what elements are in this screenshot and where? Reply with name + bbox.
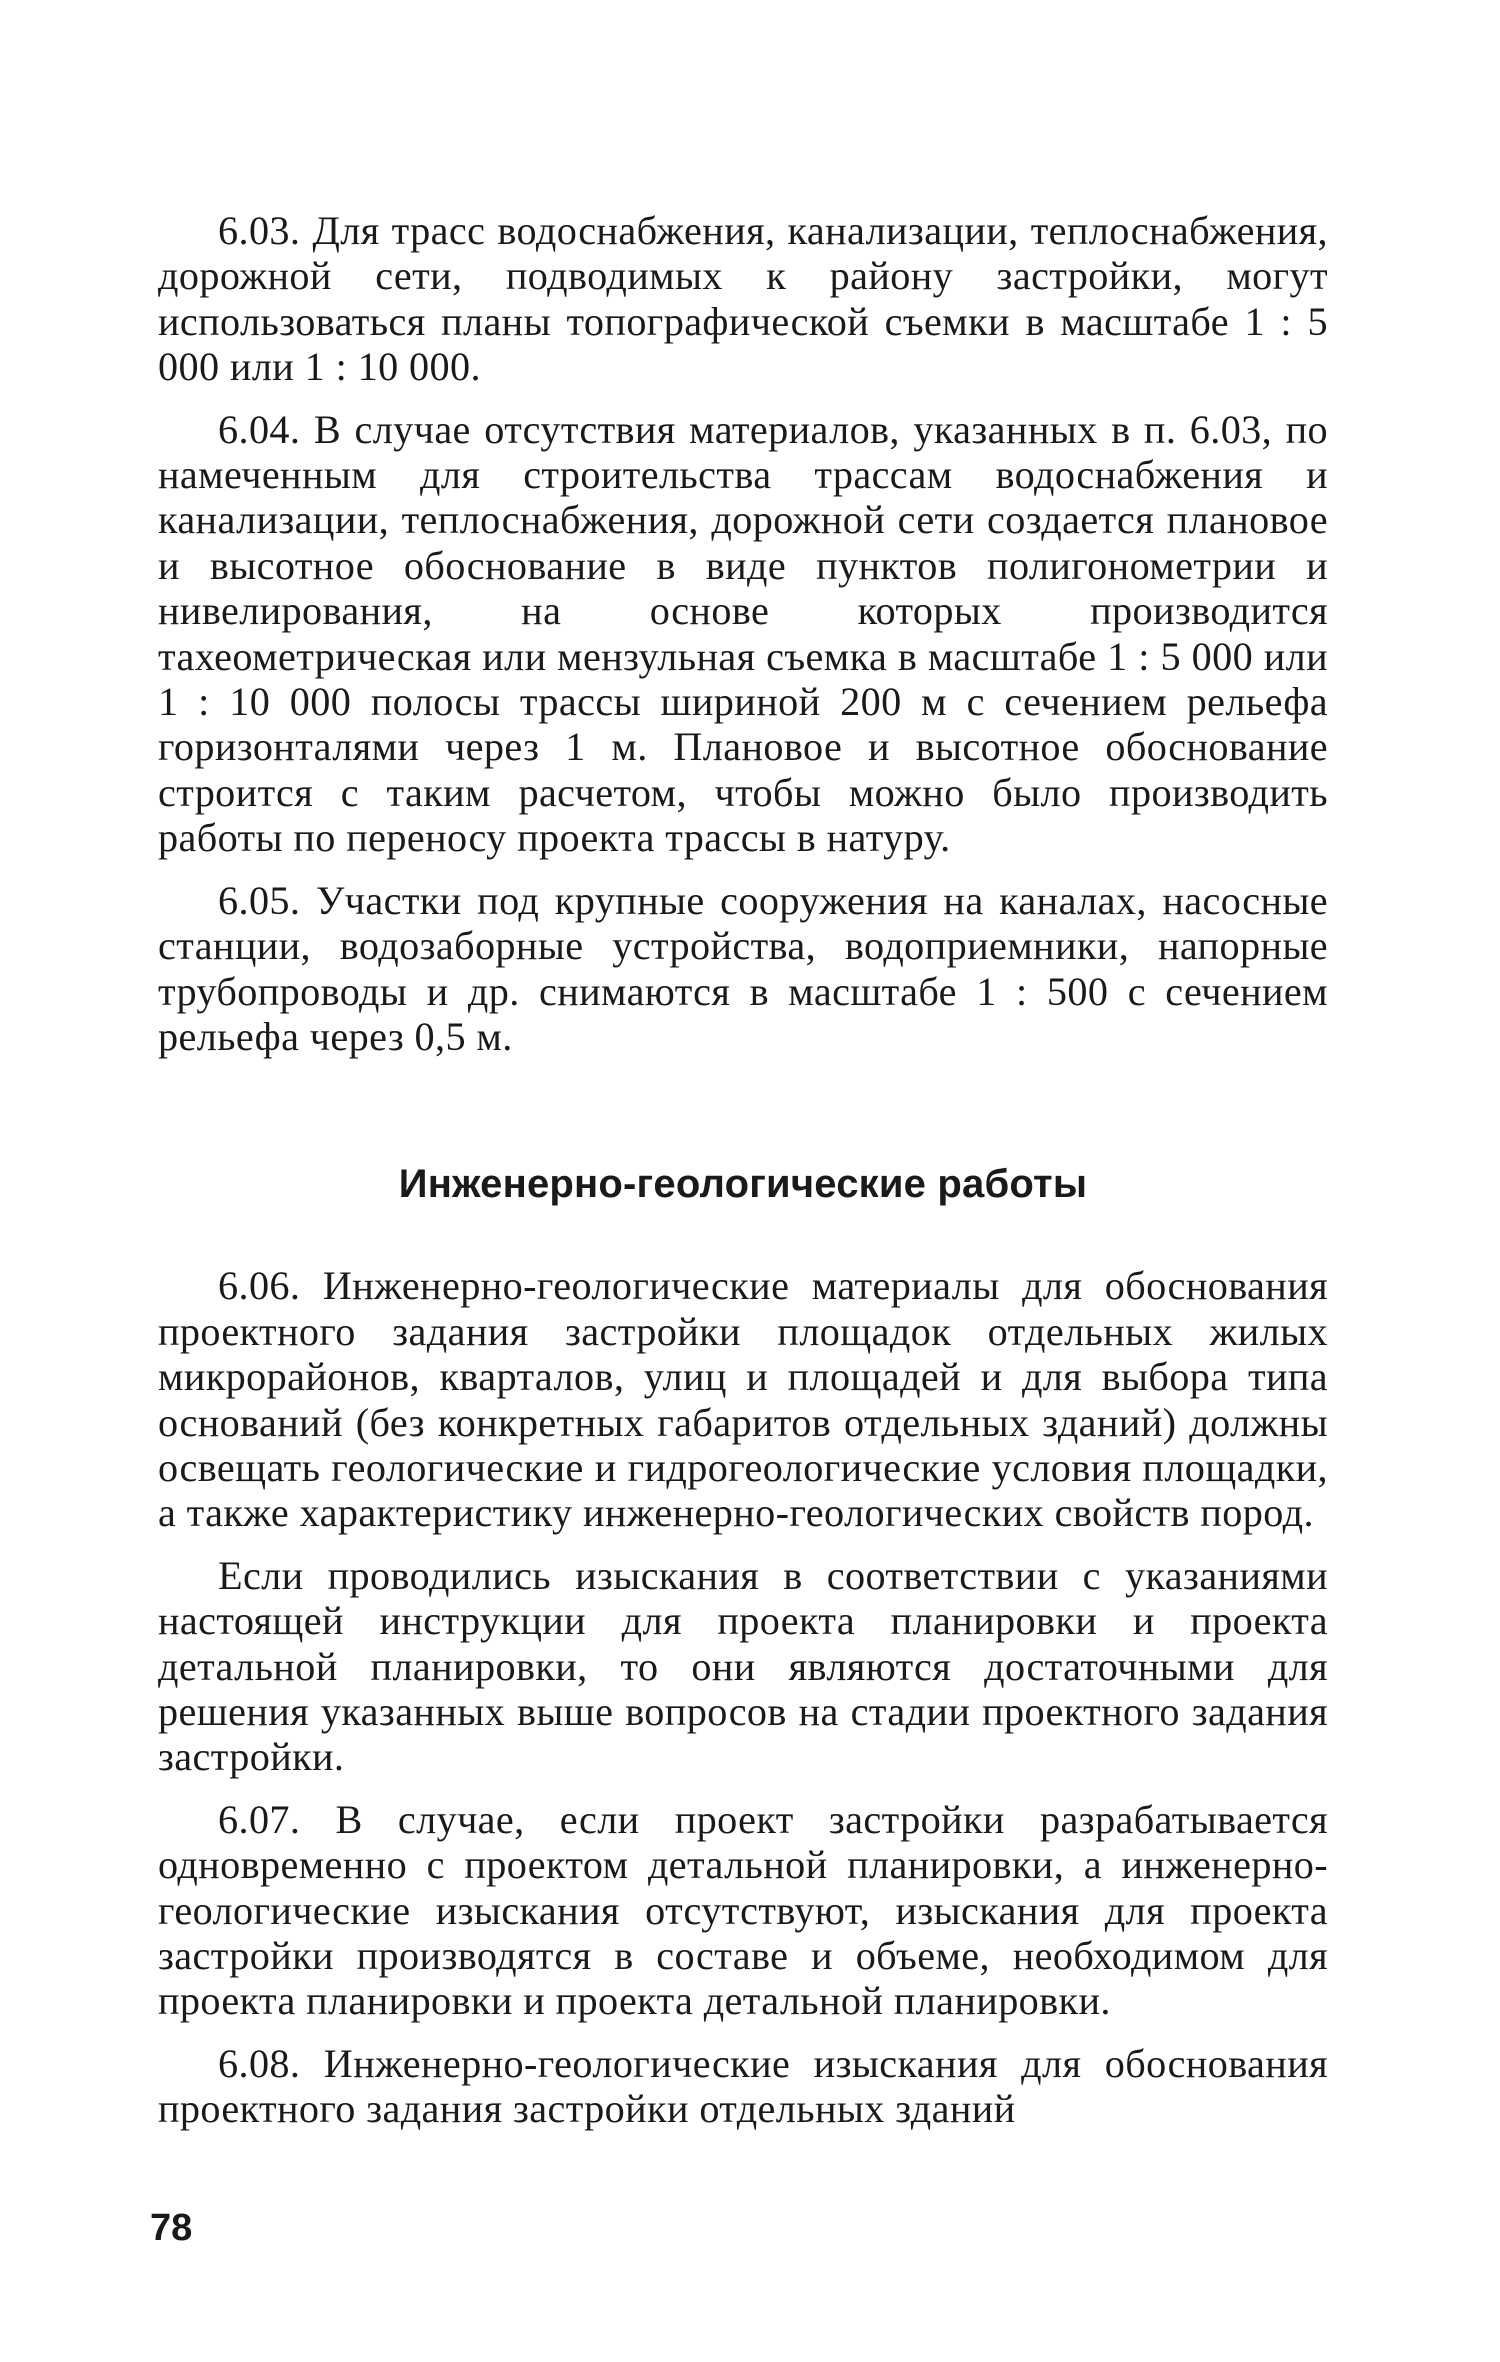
page-body bbox=[158, 208, 1328, 2149]
page-number: 78 bbox=[150, 2207, 193, 2249]
paragraph-6-04: 6.04. В случае отсутствия материалов, указанных в п. 6.03, по намеченным для строительства трассам водоснабжения и канализации, теплоснабжения, дорожной сети создается плановое и высотное обоснование в виде пунктов полигонометрии и нивелирования, на основе которых производится тахеометрическая или мензульная съемка в масштабе 1 : 5 000 или 1 : 10 000 полосы трассы шириной 200 м с сечением рельефа горизонталями через 1 м. Плановое и высотное обоснование строится с таким расчетом, чтобы можно было производить работы по переносу проекта трассы в натуру. bbox=[158, 406, 1328, 861]
section-heading: Инженерно-геологические работы bbox=[398, 1162, 1088, 1207]
paragraph-6-03: 6.03. Для трасс водоснабжения, канализации, теплоснабжения, дорожной сети, подводимых к району застройки, могут использоваться планы топографической съемки в масштабе 1 : 5 000 или 1 : 10 000. bbox=[158, 208, 1328, 390]
paragraph-6-05: 6.05. Участки под крупные сооружения на каналах, насосные станции, водозаборные устройства, водоприемники, напорные трубопроводы и др. снимаются в масштабе 1 : 500 с сечением рельефа через 0,5 м. bbox=[158, 877, 1328, 1059]
paragraph-6-06: 6.06. Инженерно-геологические материалы для обоснования проектного задания застройки площадок отдельных жилых микрорайонов, кварталов, улиц и площадей и для выбора типа оснований (без конкретных габаритов отдельных зданий) должны освещать геологические и гидрогеологические условия площадки, а также характеристику инженерно-геологических свойств пород. bbox=[158, 1263, 1328, 1536]
paragraph-6-07: 6.07. В случае, если проект застройки разрабатывается одновременно с проектом детальной планировки, а инженерно-геологические изыскания отсутствуют, изыскания для проекта застройки производятся в составе и объеме, необходимом для проекта планировки и проекта детальной планировки. bbox=[158, 1796, 1328, 2024]
paragraph-6-08: 6.08. Инженерно-геологические изыскания для обоснования проектного задания застройки отдельных зданий bbox=[158, 2040, 1328, 2132]
paragraph-surveys-note: Если проводились изыскания в соответствии с указаниями настоящей инструкции для проекта планировки и проекта детальной планировки, то они являются достаточными для решения указанных выше вопросов на стадии проектного задания застройки. bbox=[158, 1552, 1328, 1780]
